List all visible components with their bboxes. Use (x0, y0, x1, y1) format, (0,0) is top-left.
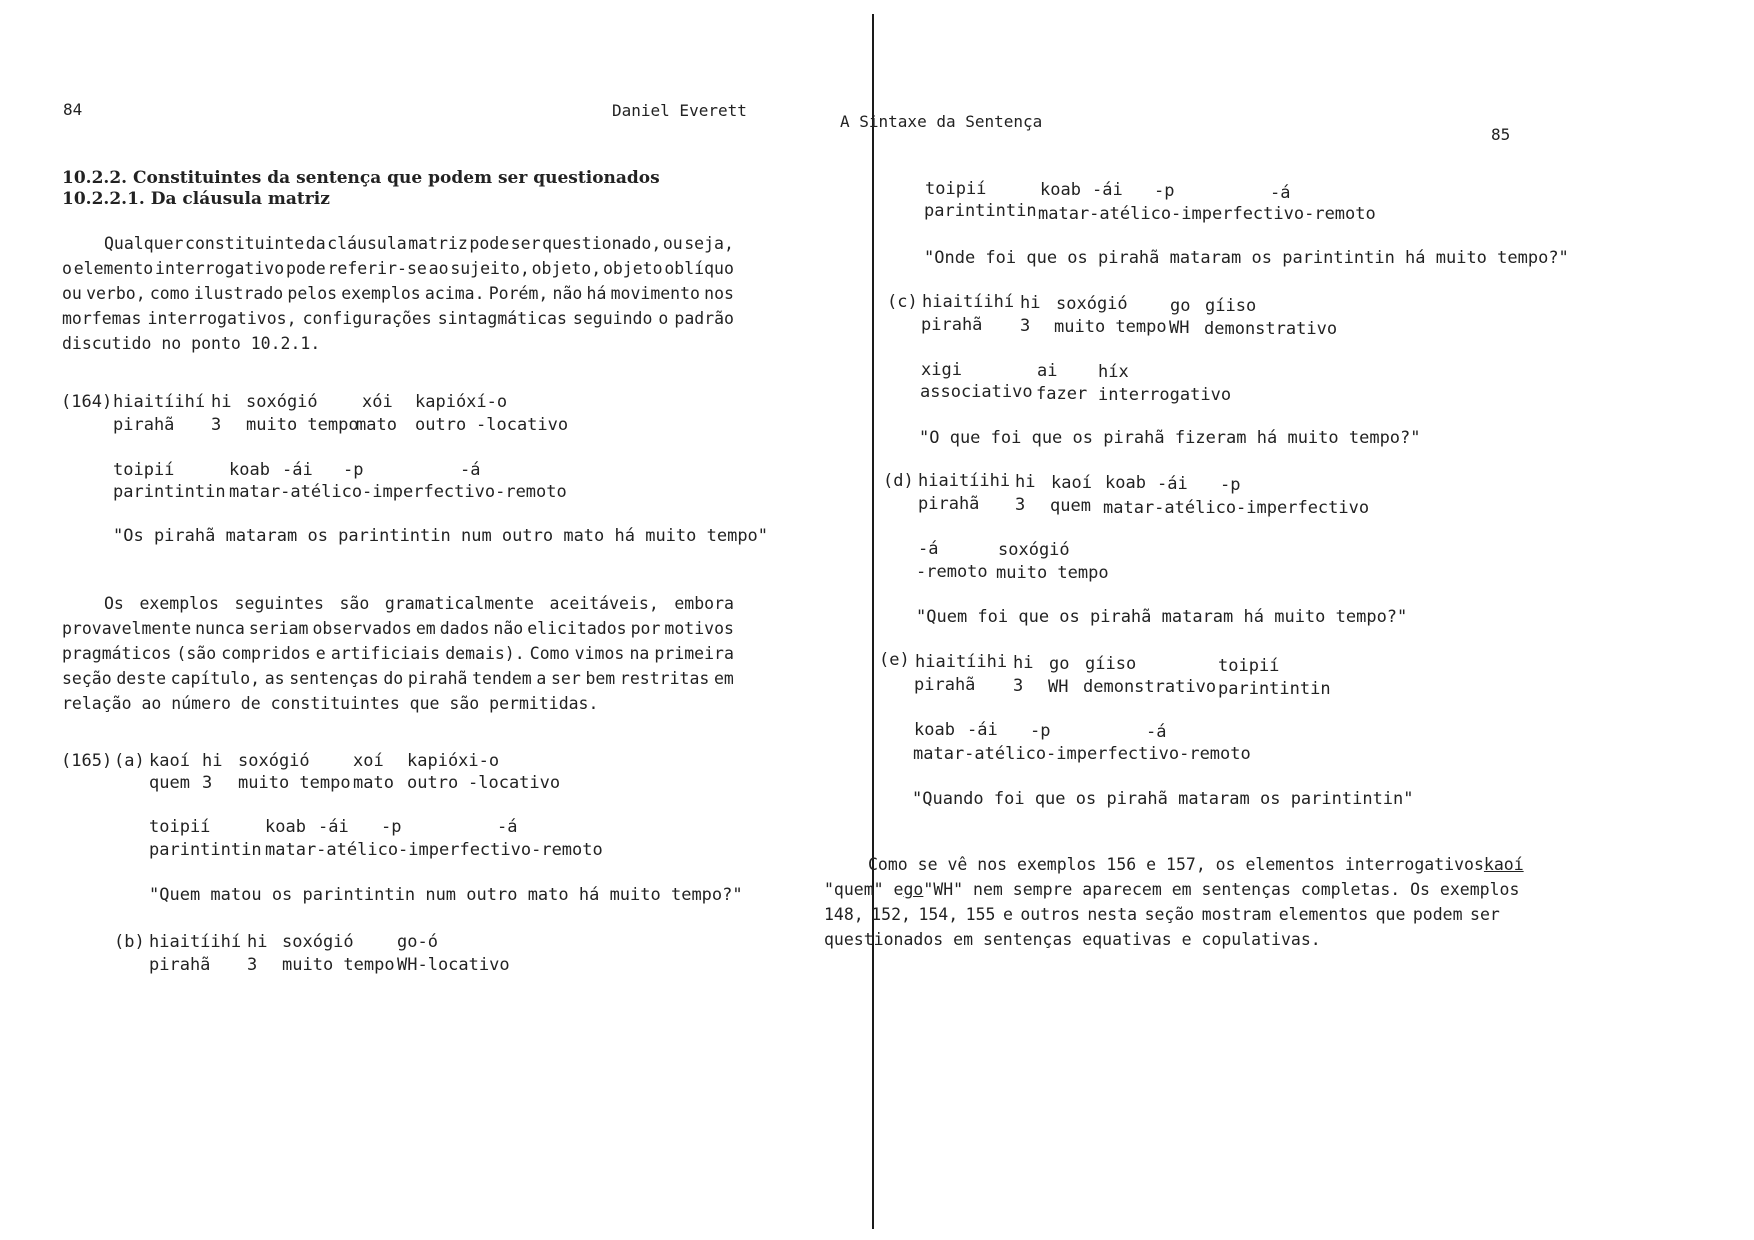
translation-word: parintintin (924, 201, 1037, 221)
word: que (1375, 905, 1406, 924)
word: ou (62, 284, 82, 303)
example-165a-label: (a) (114, 751, 145, 771)
gloss-word: kapióxí-o (415, 392, 508, 412)
word: 148, (824, 905, 864, 924)
word: artificiais (330, 644, 441, 663)
word: motivos (664, 619, 734, 638)
translation-word: WH (1169, 318, 1190, 338)
word: seção (62, 669, 112, 688)
word: tendem (472, 669, 532, 688)
example-165b-label: (b) (114, 932, 145, 952)
word: morfemas (62, 309, 142, 328)
paragraph-1 (62, 231, 734, 356)
translation-word: 3 (1015, 495, 1026, 515)
word: pode (285, 259, 326, 278)
translation-word: muito tempo (282, 955, 395, 975)
gloss-word: hi (1013, 653, 1034, 673)
gloss-word: -ái (1157, 474, 1188, 494)
gloss-word: soxógió (238, 751, 310, 771)
word: Os (104, 594, 124, 613)
word: não (493, 619, 524, 638)
gloss-word: go (1170, 296, 1191, 316)
gloss-word: -p (1154, 181, 1175, 201)
word: exemplos (341, 284, 421, 303)
translation-word: -remoto (916, 562, 988, 582)
word: provavelmente (62, 619, 192, 638)
word: ao (428, 259, 449, 278)
word: seção (1144, 905, 1195, 924)
gloss-word: soxógió (998, 540, 1070, 560)
gloss-word: toipií (1218, 656, 1280, 676)
word: são (339, 594, 370, 613)
section-heading: 10.2.2. Constituintes da sentença que podem ser questionados (62, 168, 660, 188)
example-b-translation: "Onde foi que os pirahã mataram os parintintin há muito tempo?" (924, 248, 1569, 268)
word: ou (662, 234, 683, 253)
word: cláusula (327, 234, 407, 253)
translation-word: 3 (247, 955, 258, 975)
translation-word: pirahã (921, 315, 983, 335)
word: interrogativo (155, 259, 285, 278)
word: oblíquo (664, 259, 734, 278)
word: matriz (408, 234, 468, 253)
translation-word: matar-atélico-imperfectivo-remoto (1038, 204, 1376, 224)
gloss-word: -ái (967, 720, 998, 740)
translation-word: parintintin (1218, 679, 1331, 699)
gloss-word: -p (1220, 475, 1241, 495)
word: questionado, (542, 234, 662, 253)
word: dados (439, 619, 490, 638)
gloss-word: -ái (1092, 180, 1123, 200)
word: mostram (1201, 905, 1272, 924)
subsection-heading: 10.2.2.1. Da cláusula matriz (62, 189, 330, 209)
translation-word: pirahã (113, 415, 175, 435)
gloss-word: soxógió (1056, 294, 1128, 314)
translation-word: muito tempo (1054, 317, 1167, 337)
word: (são (176, 644, 217, 663)
translation-word: outro (407, 773, 459, 793)
translation-word: interrogativo (1098, 385, 1232, 405)
gloss-word: hiaitíihí (149, 932, 242, 952)
example-165-number: (165) (61, 751, 113, 771)
word: elemento (73, 259, 154, 278)
translation-word: mato (356, 415, 397, 435)
word: outros (1020, 905, 1080, 924)
example-d-translation: "Quem foi que os pirahã mataram há muito tempo?" (916, 607, 1408, 627)
translation-word: -locativo (468, 773, 561, 793)
translation-word: WH (1048, 677, 1069, 697)
example-e-label: (e) (879, 650, 910, 670)
translation-word: 3 (1020, 316, 1031, 336)
word: a (536, 669, 547, 688)
translation-word: pirahã (918, 494, 980, 514)
gloss-word: -ái (282, 460, 313, 480)
word: objeto (602, 259, 663, 278)
gloss-word: toipií (925, 179, 987, 199)
word: aceitáveis, (549, 594, 659, 613)
gloss-word: koab (1040, 180, 1081, 200)
page-number-right: 85 (1491, 125, 1511, 144)
page-number-left: 84 (63, 100, 83, 119)
translation-word: pirahã (914, 675, 976, 695)
example-c-label: (c) (887, 292, 918, 312)
para3-line: "quem" e go "WH" nem sempre aparecem em sentenças completas. Os exemplos (824, 877, 1500, 902)
para3-line (824, 902, 1500, 927)
word: o (658, 309, 669, 328)
word: pelos (287, 284, 338, 303)
word: o (62, 259, 72, 278)
para2-line (62, 666, 734, 691)
word: 152, (871, 905, 911, 924)
word: capítulo, (170, 669, 261, 688)
word: e (315, 644, 326, 663)
word: seguindo (572, 309, 653, 328)
para1-line (62, 306, 734, 331)
word: 154, (918, 905, 959, 924)
translation-word: quem (1050, 496, 1091, 516)
word: ser (1470, 905, 1500, 924)
translation-word: 3 (202, 773, 213, 793)
translation-word: parintintin (113, 482, 226, 502)
para2-line (62, 591, 734, 616)
word: objeto, (531, 259, 602, 278)
gloss-word: -á (918, 539, 939, 559)
word: constituinte (185, 234, 305, 253)
gloss-word: -á (460, 460, 481, 480)
para3-line: Como se vê nos exemplos 156 e 157, os elementos interrogativos kaoí (824, 852, 1500, 877)
paragraph-3 (824, 852, 1524, 952)
gloss-word: hi (202, 751, 223, 771)
translation-word: WH-locativo (397, 955, 510, 975)
gloss-word: kapióxi-o (407, 751, 500, 771)
gloss-word: hi (247, 932, 268, 952)
word: acima. (424, 284, 485, 303)
word: nos (704, 284, 734, 303)
gloss-word: hiaitíihí (113, 392, 206, 412)
word: há (586, 284, 607, 303)
translation-word: matar-atélico-imperfectivo-remoto (229, 482, 567, 502)
gloss-word: -á (497, 817, 518, 837)
translation-word: demonstrativo (1204, 319, 1338, 339)
gloss-word: kaoí (149, 751, 190, 771)
word: Qualquer (104, 234, 184, 253)
word: elicitados (527, 619, 627, 638)
word: do (383, 669, 404, 688)
word: por (630, 619, 661, 638)
translation-word: mato (353, 773, 394, 793)
paragraph-2 (62, 591, 734, 716)
word: sintagmáticas (437, 309, 567, 328)
para1-line (62, 256, 734, 281)
gloss-word: -ái (318, 817, 349, 837)
word: nesta (1087, 905, 1138, 924)
gloss-word: koab (229, 460, 270, 480)
word: como (149, 284, 190, 303)
translation-word: outro (415, 415, 467, 435)
running-header-author: Daniel Everett (612, 101, 747, 120)
word: as (264, 669, 285, 688)
word: observados (312, 619, 412, 638)
translation-word: demonstrativo (1083, 677, 1217, 697)
gloss-word: gíiso (1205, 296, 1257, 316)
term-kaoi: kaoí (1483, 855, 1524, 874)
word: configurações (302, 309, 432, 328)
gloss-word: soxógió (282, 932, 354, 952)
word: elementos (1278, 905, 1369, 924)
gloss-word: hi (1015, 472, 1036, 492)
gloss-word: koab (265, 817, 306, 837)
word: ilustrado (193, 284, 284, 303)
word: deste (116, 669, 166, 688)
example-e-translation: "Quando foi que os pirahã mataram os parintintin" (912, 789, 1414, 809)
gloss-word: gíiso (1085, 654, 1137, 674)
translation-word: pirahã (149, 955, 211, 975)
word: interrogativos, (147, 309, 297, 328)
word: exemplos (139, 594, 219, 613)
word: restritas (619, 669, 710, 688)
gloss-word: -á (1146, 722, 1167, 742)
word: nunca (195, 619, 245, 638)
example-c-translation: "O que foi que os pirahã fizeram há muito tempo?" (919, 428, 1421, 448)
gloss-word: xigi (921, 360, 962, 380)
example-165a-translation: "Quem matou os parintintin num outro mato há muito tempo?" (149, 885, 743, 905)
gloss-word: híx (1098, 362, 1129, 382)
word: ser (550, 669, 581, 688)
word: movimento (610, 284, 700, 303)
translation-word: parintintin (149, 840, 262, 860)
word: seja, (684, 234, 734, 253)
word: ser (510, 234, 541, 253)
example-d-label: (d) (883, 471, 914, 491)
word: verbo, (86, 284, 146, 303)
word: bem (585, 669, 616, 688)
word: da (305, 234, 326, 253)
para2-line (62, 641, 734, 666)
term-go: go (903, 880, 924, 899)
gloss-word: xoí (353, 751, 384, 771)
word: podem (1412, 905, 1463, 924)
translation-word: muito tempo (238, 773, 351, 793)
word: referir-se (327, 259, 427, 278)
gloss-word: xói (362, 392, 393, 412)
word: Como (529, 644, 570, 663)
gloss-word: hi (1020, 293, 1041, 313)
word: gramaticalmente (384, 594, 534, 613)
translation-word: muito tempo (996, 563, 1109, 583)
word: pragmáticos (62, 644, 172, 663)
para1-line (62, 231, 734, 256)
translation-word: fazer (1036, 384, 1088, 404)
word: na (629, 644, 650, 663)
word: demais). (445, 644, 525, 663)
gloss-word: -p (1030, 721, 1051, 741)
translation-word: matar-atélico-imperfectivo (1103, 498, 1370, 518)
word: não (552, 284, 583, 303)
word: primeira (654, 644, 734, 663)
gloss-word: hiaitíihi (918, 471, 1011, 491)
gloss-word: -á (1270, 183, 1291, 203)
translation-word: matar-atélico-imperfectivo-remoto (913, 744, 1251, 764)
gloss-word: go (1049, 654, 1070, 674)
para3-line: questionados em sentenças equativas e copulativas. (824, 930, 1321, 949)
word: 155 (965, 905, 996, 924)
gloss-word: toipií (149, 817, 211, 837)
word: padrão (674, 309, 734, 328)
example-164-translation: "Os pirahã mataram os parintintin num outro mato há muito tempo" (113, 526, 769, 546)
word: embora (674, 594, 734, 613)
gloss-word: -p (343, 460, 364, 480)
gloss-word: toipií (113, 460, 175, 480)
word: sujeito, (450, 259, 530, 278)
gloss-word: -p (381, 817, 402, 837)
word: pirahã (407, 669, 468, 688)
word: seguintes (234, 594, 324, 613)
gloss-word: koab (1105, 473, 1146, 493)
gloss-word: koab (914, 720, 955, 740)
gloss-word: hiaitíihi (915, 652, 1008, 672)
word: compridos (221, 644, 311, 663)
word: seriam (248, 619, 309, 638)
word: Porém, (488, 284, 549, 303)
gloss-word: soxógió (246, 392, 318, 412)
word: vimos (574, 644, 625, 663)
translation-word: quem (149, 773, 190, 793)
word: em (415, 619, 436, 638)
para1-line: discutido no ponto 10.2.1. (62, 334, 321, 353)
translation-word: associativo (920, 382, 1033, 402)
gloss-word: kaoí (1051, 473, 1092, 493)
book-spine-divider (872, 14, 874, 1229)
translation-word: 3 (1013, 676, 1024, 696)
translation-word: matar-atélico-imperfectivo-remoto (265, 840, 603, 860)
gloss-word: hiaitíihí (922, 292, 1015, 312)
word: e (1002, 905, 1013, 924)
gloss-word: ai (1037, 361, 1058, 381)
para2-line: relação ao número de constituintes que são permitidas. (62, 694, 599, 713)
translation-word: muito tempo (246, 415, 359, 435)
word: em (713, 669, 734, 688)
word: pode (469, 234, 510, 253)
translation-word: 3 (211, 415, 222, 435)
running-header-title: A Sintaxe da Sentença (840, 112, 1043, 131)
translation-word: -locativo (476, 415, 569, 435)
gloss-word: go-ó (397, 932, 438, 952)
word: sentenças (289, 669, 379, 688)
gloss-word: hi (211, 392, 232, 412)
para1-line (62, 281, 734, 306)
example-164-number: (164) (61, 392, 113, 412)
right-page (824, 0, 1754, 1240)
left-page (0, 0, 872, 1240)
para2-line (62, 616, 734, 641)
